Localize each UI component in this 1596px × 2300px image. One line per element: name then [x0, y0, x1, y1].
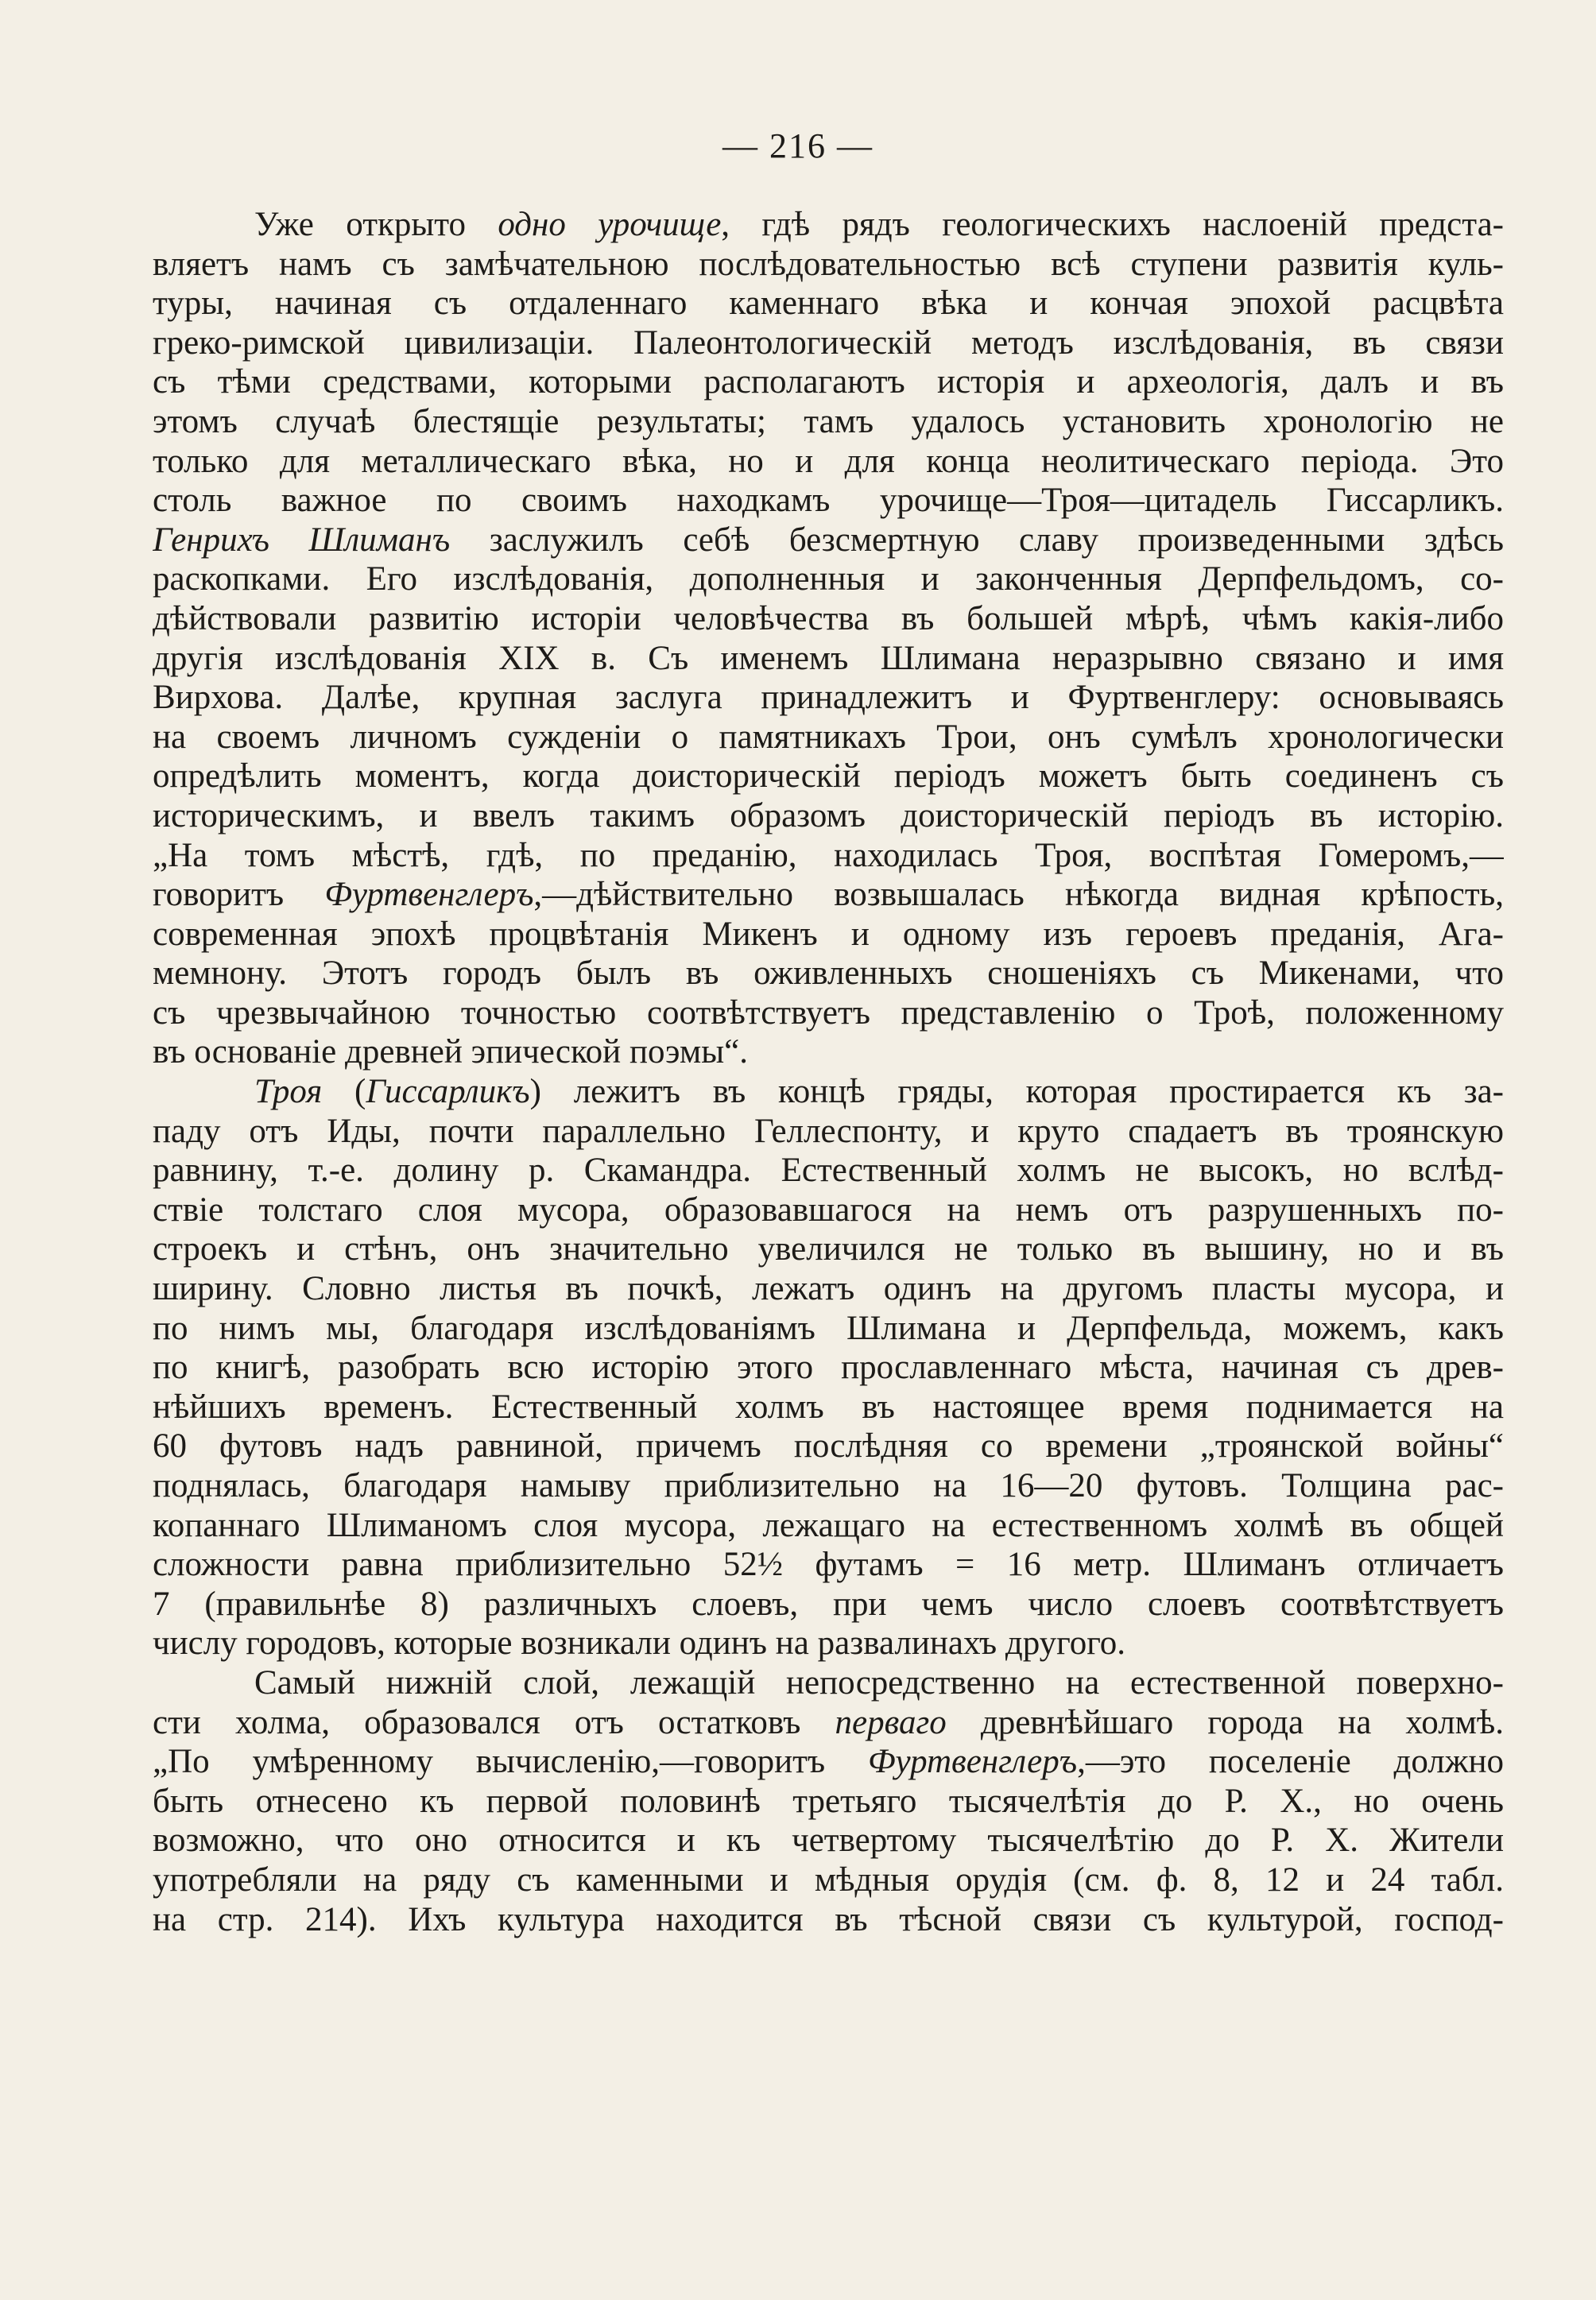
text-segment: опредѣлить моментъ, когда доисторическій періодъ можетъ быть соединенъ съ	[153, 757, 1504, 796]
text-line	[153, 1861, 1504, 1900]
text-segment: съ чрезвычайною точностью соотвѣтствуетъ представленію о Троѣ, положенному	[153, 993, 1504, 1032]
text-line	[153, 993, 1504, 1033]
text-segment: историческимъ, и ввелъ такимъ образомъ доисторическій періодъ въ исторію.	[153, 796, 1504, 834]
text-segment: на своемъ личномъ сужденіи о памятникахъ Трои, онъ сумѣлъ хронологически	[153, 718, 1504, 756]
text-segment: вляетъ намъ съ замѣчательною послѣдовательностью всѣ ступени развитія куль-	[153, 245, 1504, 283]
text-line	[153, 1229, 1504, 1269]
text-segment: копаннаго Шлиманомъ слоя мусора, лежащаго на естественномъ холмѣ въ общей	[153, 1506, 1504, 1544]
text-segment: употребляли на ряду съ каменными и мѣдныя орудія (см. ф. 8, 12 и 24 табл.	[153, 1861, 1504, 1899]
text-segment: греко-римской цивилизаціи. Палеонтологическій методъ изслѣдованія, въ связи	[153, 323, 1504, 362]
text-segment: столь важное по своимъ находкамъ урочище—Троя—цитадель Гиссарликъ.	[153, 482, 1504, 520]
text-segment: поднялась, благодаря намыву приблизительно на 16—20 футовъ. Толщина рас-	[153, 1467, 1504, 1504]
text-line	[153, 1703, 1504, 1743]
text-segment: ) лежитъ въ концѣ гряды, которая простирается къ за-	[529, 1073, 1504, 1111]
text-line	[153, 1821, 1504, 1861]
text-segment: строекъ и стѣнъ, онъ значительно увеличился не только въ вышину, но и въ	[153, 1230, 1504, 1268]
text-line	[153, 1585, 1504, 1624]
text-segment: ,—это поселеніе должно	[1077, 1743, 1504, 1781]
text-line	[153, 323, 1504, 363]
text-segment: „На томъ мѣстѣ, гдѣ, по преданію, находилась Троя, воспѣтая Гомеромъ,—	[153, 836, 1504, 874]
text-line	[153, 1624, 1504, 1663]
text-segment: быть отнесено къ первой половинѣ третьяго тысячелѣтія до Р. Х., но очень	[153, 1782, 1504, 1820]
italic-text: перваго	[835, 1703, 947, 1741]
text-line	[153, 481, 1504, 521]
text-line	[153, 1151, 1504, 1191]
text-segment: дѣйствовали развитію исторіи человѣчества въ большей мѣрѣ, чѣмъ какія-либо	[153, 599, 1504, 637]
text-line	[153, 875, 1504, 915]
text-line	[153, 442, 1504, 482]
text-segment: этомъ случаѣ блестящіе результаты; тамъ удалось установить хронологію не	[153, 402, 1504, 440]
text-line	[153, 1900, 1504, 1940]
text-line	[153, 678, 1504, 718]
text-line	[153, 796, 1504, 836]
text-line	[153, 521, 1504, 560]
text-line	[153, 599, 1504, 639]
text-segment: ширину. Словно листья въ почкѣ, лежатъ одинъ на другомъ пласты мусора, и	[153, 1270, 1504, 1308]
text-line	[153, 205, 1504, 245]
text-segment: по книгѣ, разобрать всю исторію этого прославленнаго мѣста, начиная съ древ-	[153, 1349, 1504, 1387]
text-segment: по нимъ мы, благодаря изслѣдованіямъ Шлимана и Дерпфельда, можемъ, какъ	[153, 1309, 1504, 1347]
text-segment: раскопками. Его изслѣдованія, дополненныя и законченныя Дерпфельдомъ, со-	[153, 560, 1504, 598]
text-line	[153, 836, 1504, 876]
text-segment: другія изслѣдованія XIX в. Съ именемъ Шлимана неразрывно связано и имя	[153, 639, 1504, 677]
text-line	[153, 1348, 1504, 1388]
text-segment: нѣйшихъ временъ. Естественный холмъ въ настоящее время поднимается на	[153, 1388, 1504, 1426]
italic-text: Гиссарликъ	[366, 1073, 530, 1111]
text-segment: 60 футовъ надъ равниной, причемъ послѣдняя со времени „троянской войны“	[153, 1427, 1504, 1466]
text-line	[153, 1191, 1504, 1230]
text-line	[153, 1545, 1504, 1585]
text-segment: сложности равна приблизительно 52½ футамъ = 16 метр. Шлиманъ отличаетъ	[153, 1546, 1504, 1584]
text-line	[153, 402, 1504, 442]
italic-text: одно урочище	[498, 206, 722, 243]
text-segment: „По умѣренному вычисленію,—говоритъ	[153, 1743, 868, 1781]
text-line	[153, 1032, 1504, 1072]
text-segment: современная эпохѣ процвѣтанія Микенъ и одному изъ героевъ преданія, Ага-	[153, 915, 1504, 953]
text-segment: мемнону. Этотъ городъ былъ въ оживленныхъ сношеніяхъ съ Микенами, что	[153, 954, 1504, 993]
text-line	[153, 560, 1504, 599]
text-segment: , гдѣ рядъ геологическихъ наслоеній предста-	[721, 206, 1504, 243]
text-line	[153, 915, 1504, 954]
text-line	[153, 718, 1504, 757]
text-line	[153, 1427, 1504, 1466]
text-line	[153, 1466, 1504, 1506]
text-segment: говоритъ	[153, 876, 325, 914]
text-segment: ствіе толстаго слоя мусора, образовавшагося на немъ отъ разрушенныхъ по-	[153, 1191, 1504, 1229]
text-line	[153, 1506, 1504, 1546]
text-line	[153, 757, 1504, 796]
text-segment: Вирхова. Далѣе, крупная заслуга принадлежитъ и Фуртвенглеру: основываясь	[153, 679, 1504, 717]
italic-text: Фуртвенглеръ	[867, 1743, 1078, 1781]
italic-text: Генрихъ Шлиманъ	[153, 521, 451, 559]
text-line	[153, 1388, 1504, 1427]
text-segment: паду отъ Иды, почти параллельно Геллеспонту, и круто спадаетъ въ троянскую	[153, 1112, 1504, 1150]
text-line	[153, 1309, 1504, 1349]
text-line	[153, 1072, 1504, 1112]
italic-text: Фуртвенглеръ	[324, 876, 534, 914]
body-text	[153, 205, 1504, 1939]
text-segment: Самый нижній слой, лежащій непосредственно на естественной поверхно-	[254, 1663, 1504, 1702]
text-segment: возможно, что оно относится и къ четвертому тысячелѣтію до Р. Х. Жители	[153, 1822, 1504, 1860]
text-segment: равнину, т.-е. долину р. Скамандра. Естественный холмъ не высокъ, но вслѣд-	[153, 1152, 1504, 1190]
italic-text: Троя	[254, 1073, 323, 1111]
text-segment: съ тѣми средствами, которыми располагаютъ исторія и археологія, далъ и въ	[153, 363, 1504, 401]
text-line	[153, 245, 1504, 285]
text-segment: сти холма, образовался отъ остатковъ	[153, 1703, 835, 1741]
text-line	[153, 1269, 1504, 1309]
text-segment: заслужилъ себѣ безсмертную славу произведенными здѣсь	[450, 521, 1504, 559]
text-line	[153, 954, 1504, 993]
text-segment: туры, начиная съ отдаленнаго каменнаго вѣка и кончая эпохой расцвѣта	[153, 285, 1504, 323]
page-number: — 216 —	[722, 126, 874, 165]
text-line	[153, 284, 1504, 323]
text-segment: только для металлическаго вѣка, но и для конца неолитическаго періода. Это	[153, 442, 1504, 480]
text-segment: въ основаніе древней эпической поэмы“.	[153, 1033, 748, 1071]
text-line	[153, 639, 1504, 679]
text-line	[153, 1782, 1504, 1822]
text-segment: 7 (правильнѣе 8) различныхъ слоевъ, при чемъ число слоевъ соотвѣтствуетъ	[153, 1585, 1504, 1623]
text-line	[153, 1112, 1504, 1152]
text-segment: числу городовъ, которые возникали одинъ на развалинахъ другого.	[153, 1624, 1126, 1663]
text-segment: на стр. 214). Ихъ культура находится въ тѣсной связи съ культурой, господ-	[153, 1900, 1504, 1938]
text-segment: (	[322, 1073, 366, 1111]
text-line	[153, 1742, 1504, 1782]
text-segment: древнѣйшаго города на холмѣ.	[946, 1703, 1504, 1741]
text-segment: Уже открыто	[254, 206, 498, 243]
text-line	[153, 362, 1504, 402]
text-line	[153, 1663, 1504, 1703]
text-segment: ,—дѣйствительно возвышалась нѣкогда видная крѣпость,	[533, 876, 1504, 914]
